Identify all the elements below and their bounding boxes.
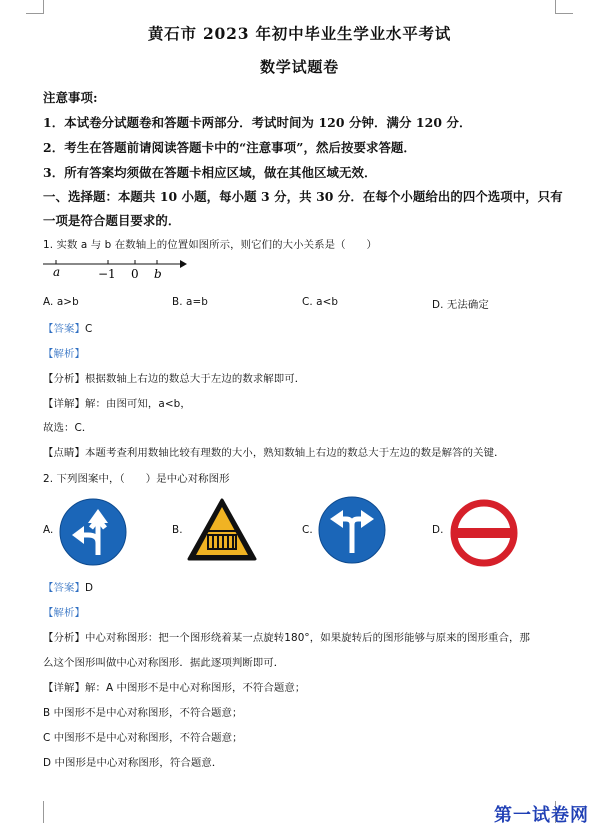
q2-xiangjie-line3: C 中图形不是中心对称图形，不符合题意； <box>43 732 243 744</box>
section1-instruction-line2: 一项是符合题目要求的． <box>43 213 181 228</box>
q1-option-a: A. a>b <box>43 296 79 308</box>
q2-answer <box>43 579 93 594</box>
q2-fenxi-line2: 么这个图形叫做中心对称图形．据此逐项判断即可． <box>43 657 285 669</box>
q1-option-c: C. a<b <box>302 296 339 308</box>
sign-straight-or-left-icon <box>58 497 128 567</box>
q1-conclusion: 故选：C． <box>43 422 93 434</box>
sign-no-entry-icon <box>448 497 520 569</box>
fenxi-text: 中心对称图形：把一个图形绕着某一点旋转180°，如果旋转后的图形能够与原来的图形重合，那 <box>84 632 531 644</box>
q2-fenxi-line1 <box>43 629 530 644</box>
q1-fenxi <box>43 370 305 385</box>
numberline-label-b: b <box>154 267 162 281</box>
q1-dianjing <box>43 444 505 459</box>
exam-subtitle: 数学试题卷 <box>259 58 339 76</box>
crop-mark-top-right <box>555 0 573 14</box>
crop-mark-bottom-left <box>26 801 44 823</box>
xiangjie-text: 解：由图可知，a<b， <box>84 398 191 410</box>
numberline-label-neg1: −1 <box>98 267 116 281</box>
dianjing-tag: 【点睛】 <box>43 447 85 459</box>
answer-tag: 【答案】 <box>43 582 85 594</box>
q2-xiangjie-line1 <box>43 679 305 694</box>
exam-title: 黄石市 2023 年初中毕业生学业水平考试 <box>147 24 452 43</box>
sign-left-or-right-turn-icon <box>317 495 387 565</box>
q1-number-line <box>40 254 190 284</box>
q2-stem: 2. 下列图案中，（ ）是中心对称图形 <box>43 473 230 485</box>
dianjing-text: 本题考查利用数轴比较有理数的大小，熟知数轴上右边的数总大于左边的数是解答的关键． <box>84 447 505 459</box>
note-item-1: 1．本试卷分试题卷和答题卡两部分．考试时间为 120 分钟．满分 120 分． <box>43 115 472 130</box>
numberline-label-a: a <box>53 265 61 279</box>
xiangjie-tag: 【详解】 <box>43 682 85 694</box>
q2-xiangjie-line4: D 中图形是中心对称图形，符合题意． <box>43 757 223 769</box>
q1-stem: 1. 实数 a 与 b 在数轴上的位置如图所示，则它们的大小关系是（ ） <box>43 239 378 251</box>
q1-analysis-tag: 【解析】 <box>43 348 85 360</box>
answer-value: D <box>84 582 94 594</box>
xiangjie-text: 解：A 中图形不是中心对称图形，不符合题意； <box>84 682 306 694</box>
note-item-3: 3．所有答案均须做在答题卡相应区域，做在其他区域无效． <box>43 165 377 180</box>
crop-mark-top-left <box>26 0 44 14</box>
q2-option-label-a: A. <box>43 524 54 536</box>
answer-value: C <box>84 323 93 335</box>
numberline-label-zero: 0 <box>131 267 139 281</box>
notes-heading: 注意事项: <box>43 90 98 105</box>
q2-analysis-tag: 【解析】 <box>43 607 85 619</box>
answer-tag: 【答案】 <box>43 323 85 335</box>
fenxi-text: 根据数轴上右边的数总大于左边的数求解即可． <box>84 373 306 385</box>
q2-option-label-c: C. <box>302 524 313 536</box>
q1-answer <box>43 320 92 335</box>
fenxi-tag: 【分析】 <box>43 373 85 385</box>
site-watermark: 第一试卷网 <box>494 805 589 826</box>
q2-option-label-b: B. <box>172 524 183 536</box>
q1-option-b: B. a=b <box>172 296 209 308</box>
sign-railway-crossing-icon <box>186 497 258 563</box>
q1-xiangjie <box>43 395 191 410</box>
q2-xiangjie-line2: B 中图形不是中心对称图形，不符合题意； <box>43 707 243 719</box>
note-item-2: 2．考生在答题前请阅读答题卡中的“注意事项”，然后按要求答题． <box>43 140 416 155</box>
fenxi-tag: 【分析】 <box>43 632 85 644</box>
xiangjie-tag: 【详解】 <box>43 398 85 410</box>
section1-instruction-line1: 一、选择题：本题共 10 小题，每小题 3 分，共 30 分．在每个小题给出的四个选项中，只有 <box>43 189 563 204</box>
q1-option-d: D. 无法确定 <box>432 299 489 311</box>
q2-option-label-d: D. <box>432 524 444 536</box>
